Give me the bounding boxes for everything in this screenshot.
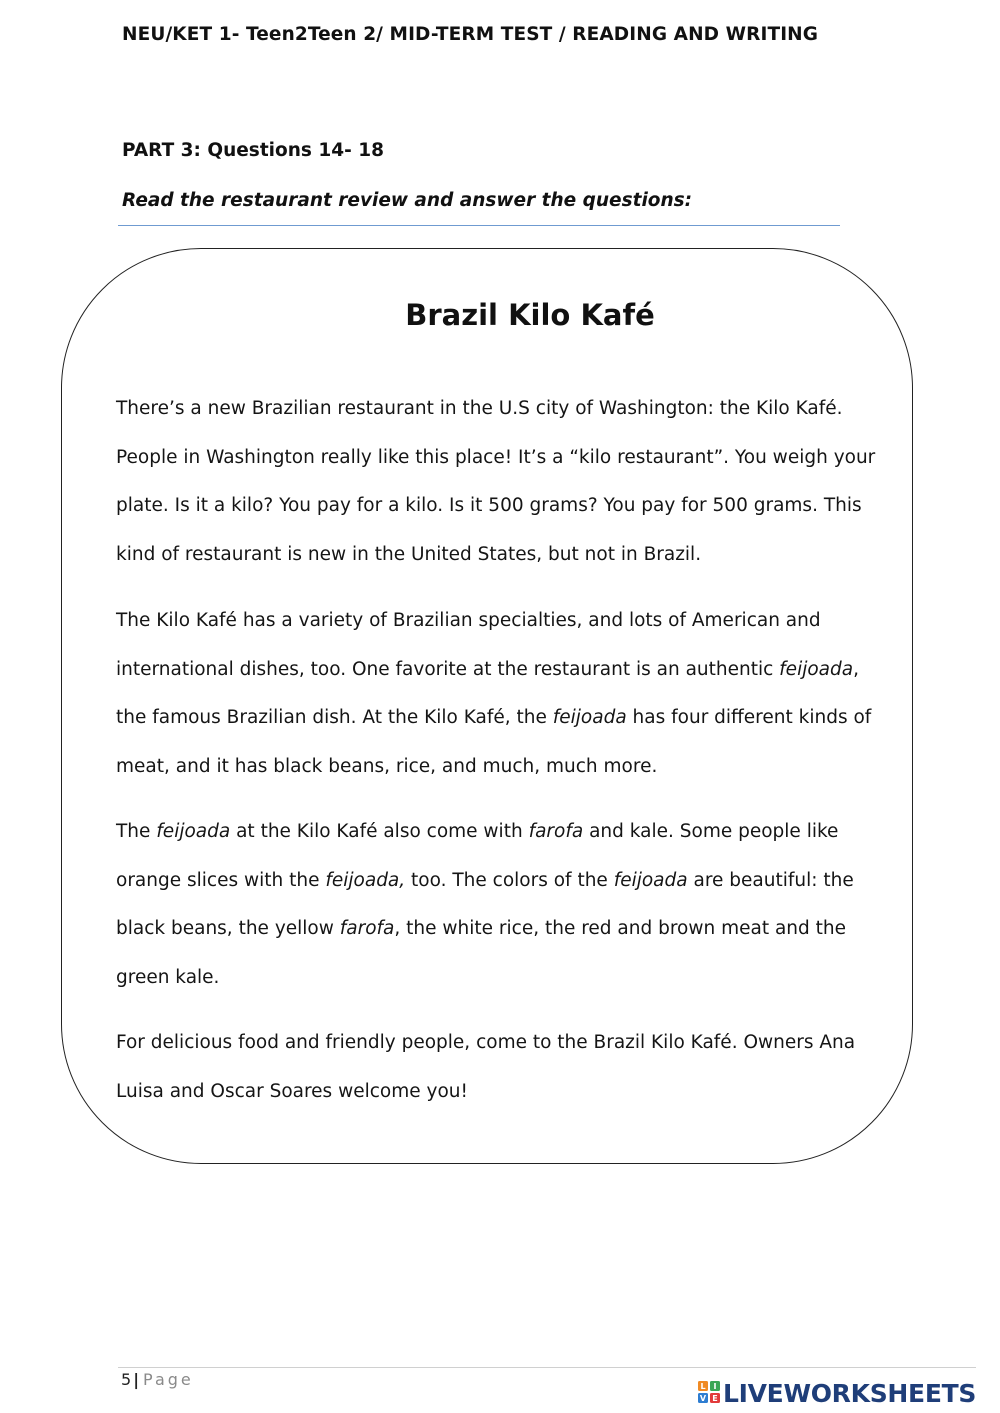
liveworksheets-brand[interactable]: [697, 1375, 976, 1411]
text-line: [116, 694, 872, 743]
text-run: The: [116, 821, 157, 842]
review-paragraph-2: [116, 597, 872, 792]
text-run: are beautiful: the: [687, 869, 854, 891]
text-line: [116, 808, 861, 857]
italic-term: feijoada: [779, 658, 854, 680]
text-run: and kale. Some people like: [583, 821, 839, 842]
italic-term: feijoada: [156, 821, 231, 842]
document-header: NEU/KET 1- Teen2Teen 2/ MID-TERM TEST / READING AND WRITING: [122, 24, 819, 45]
text-line: kind of restaurant is new in the United States, but not in Brazil.: [116, 544, 702, 566]
italic-term: feijoada: [613, 869, 688, 891]
text-line: green kale.: [116, 967, 220, 989]
italic-term: feijoada: [552, 707, 627, 729]
text-line: [116, 857, 861, 906]
text-line: Luisa and Oscar Soares welcome you!: [116, 1080, 468, 1102]
instructions-underline: [118, 225, 840, 226]
text-run: too. The colors of the: [405, 869, 614, 891]
text-line: plate. Is it a kilo? You pay for a kilo. Is it 500 grams? You pay for 500 grams. This: [116, 495, 862, 517]
text-run: has four different kinds of: [626, 707, 872, 729]
svg-text:L: L: [700, 1382, 706, 1391]
svg-text:I: I: [713, 1382, 717, 1391]
review-paragraph-1: [116, 385, 876, 580]
page-word: Page: [143, 1370, 194, 1389]
text-run: ,: [853, 658, 859, 680]
page-number: 5: [121, 1370, 132, 1389]
review-paragraph-4: [116, 1019, 861, 1116]
instructions: Read the restaurant review and answer the questions:: [122, 190, 693, 211]
svg-text:V: V: [699, 1394, 707, 1403]
part-title: PART 3: Questions 14- 18: [122, 140, 384, 161]
brand-name: LIVEWORKSHEETS: [723, 1378, 977, 1408]
liveworksheets-logo-icon: [697, 1379, 721, 1407]
text-run: at the Kilo Kafé also come with: [230, 821, 529, 842]
footer-rule: [118, 1367, 976, 1368]
text-line: There’s a new Brazilian restaurant in the U.S city of Washington: the Kilo Kafé.: [116, 398, 843, 419]
text-run: orange slices with the: [116, 869, 326, 891]
text-run: the famous Brazilian dish. At the Kilo Kafé, the: [116, 707, 553, 729]
text-line: For delicious food and friendly people, come to the Brazil Kilo Kafé. Owners Ana: [116, 1032, 856, 1053]
text-line: The Kilo Kafé has a variety of Brazilian specialties, and lots of American and: [116, 610, 821, 631]
text-line: meat, and it has black beans, rice, and much, much more.: [116, 756, 658, 778]
italic-term: feijoada,: [325, 869, 406, 891]
text-run: black beans, the yellow: [116, 918, 340, 940]
review-paragraph-3: [116, 808, 861, 1003]
text-line: [116, 646, 861, 695]
svg-text:E: E: [712, 1394, 718, 1403]
italic-term: farofa: [339, 918, 395, 940]
page-separator: |: [133, 1370, 140, 1389]
text-line: People in Washington really like this place! It’s a “kilo restaurant”. You weigh your: [116, 446, 876, 468]
text-run: , the white rice, the red and brown meat and the: [394, 918, 847, 940]
italic-term: farofa: [528, 821, 584, 842]
text-line: [116, 905, 861, 954]
review-title: Brazil Kilo Kafé: [405, 298, 655, 332]
text-run: international dishes, too. One favorite at the restaurant is an authentic: [116, 658, 780, 680]
page-footer: [121, 1370, 194, 1389]
